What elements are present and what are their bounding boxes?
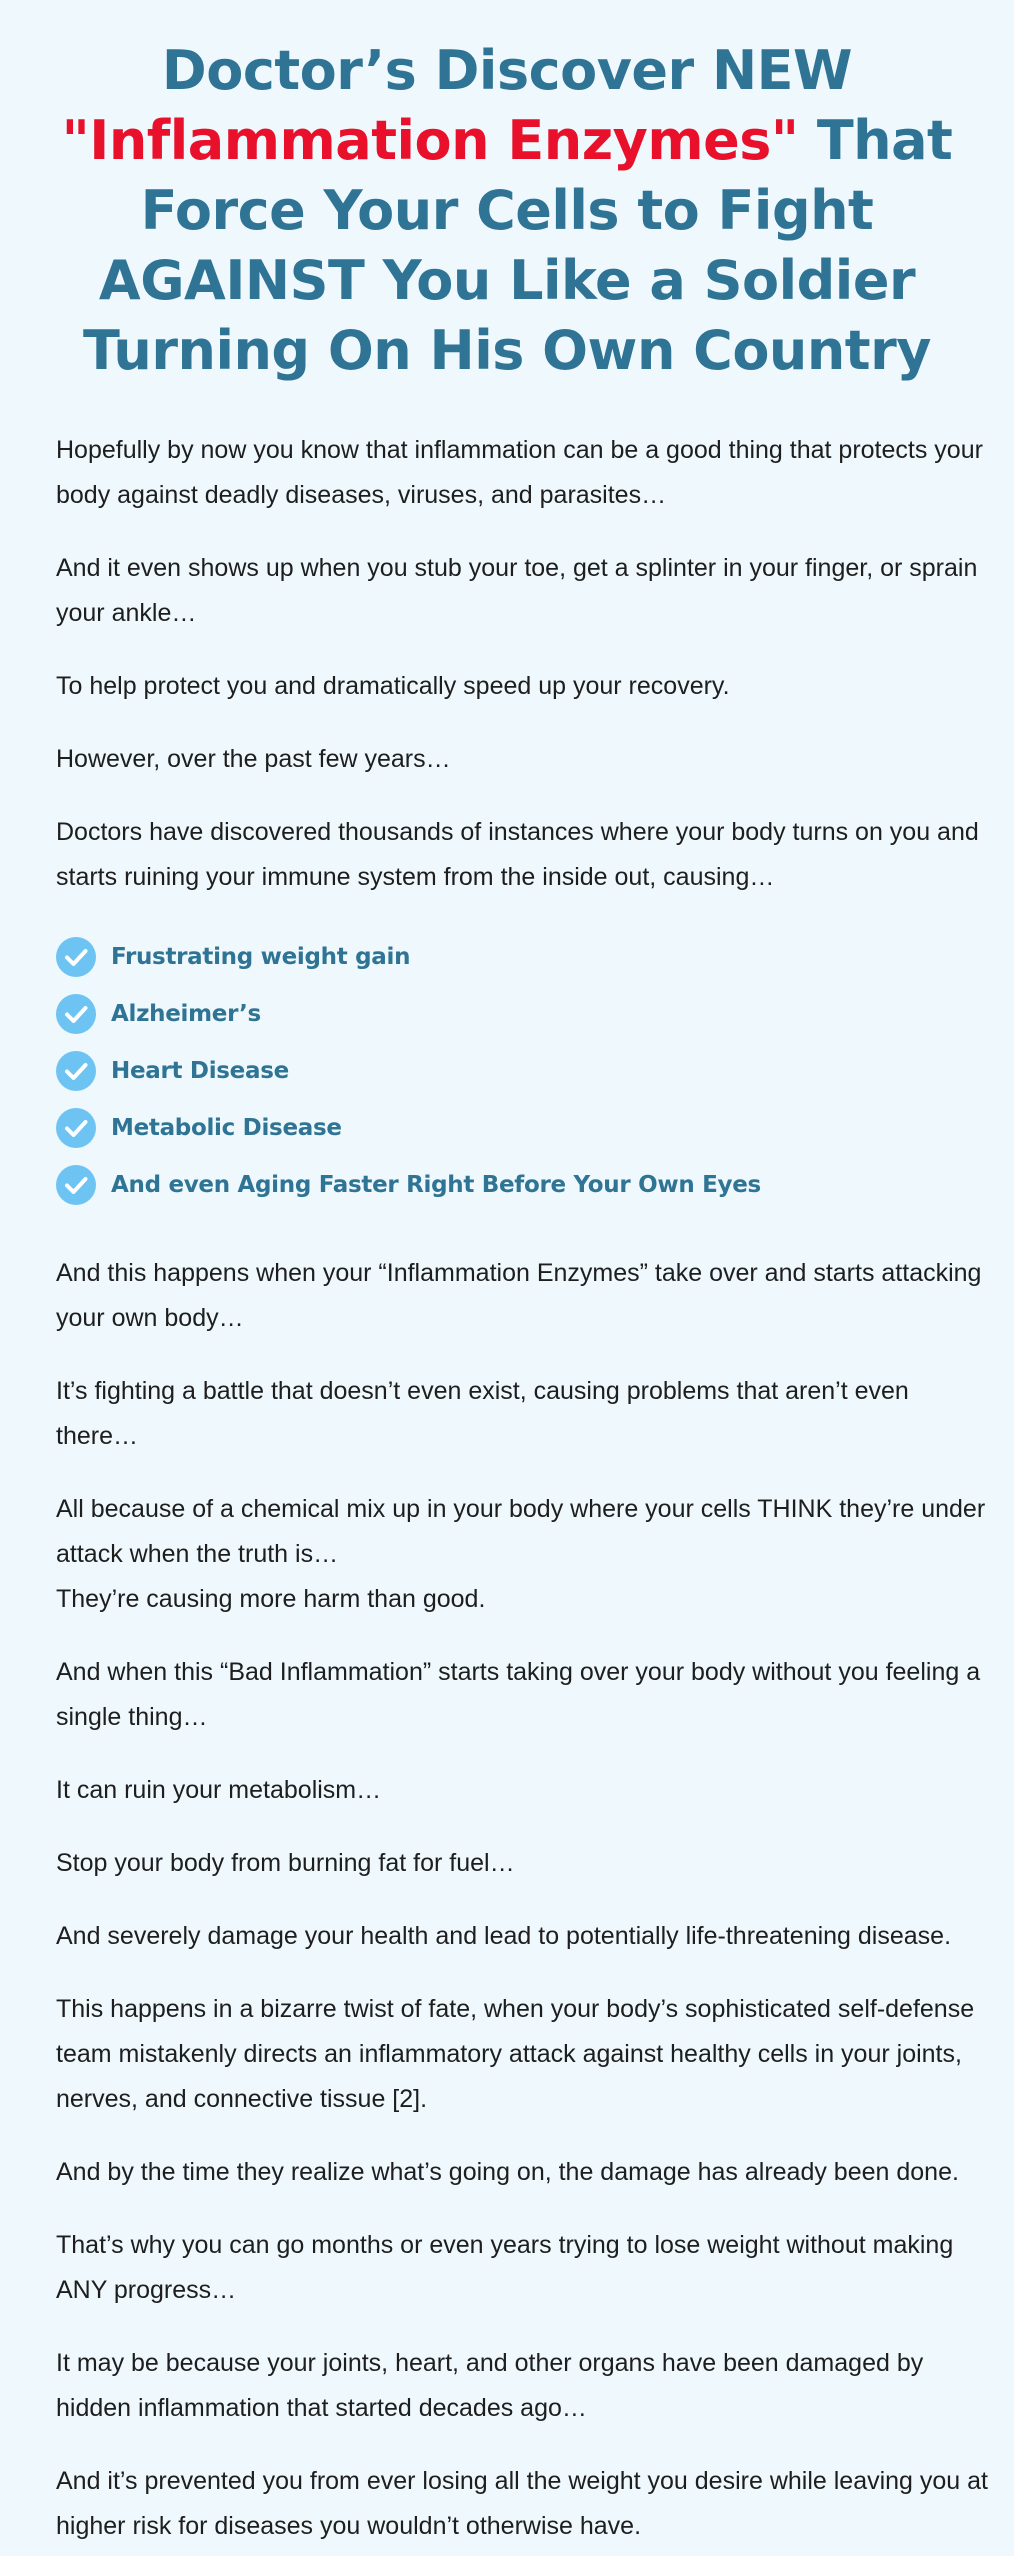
checklist-item (56, 928, 990, 985)
checklist-item-label: Heart Disease (111, 1057, 289, 1084)
body-paragraph-line: They’re causing more harm than good. (56, 1585, 486, 1613)
body-paragraph: It can ruin your metabolism… (56, 1776, 382, 1804)
checklist-item-label: Frustrating weight gain (111, 943, 411, 970)
body-paragraph: It may be because your joints, heart, and other organs have been damaged by hidden inflammation that started decades ago… (56, 2349, 924, 2422)
article-body (56, 428, 990, 2549)
headline-part-2: That Force Your Cells to Fight AGAINST You Like a Soldier Turning On His Own Country (83, 109, 953, 382)
body-paragraph: And it’s prevented you from ever losing all the weight you desire while leaving you at higher risk for diseases you wouldn’t otherwise have. (56, 2467, 989, 2540)
headline-highlight: "Inflammation Enzymes" (61, 109, 799, 172)
body-paragraph: And this happens when your “Inflammation Enzymes” take over and starts attacking your own body… (56, 1259, 982, 1332)
body-paragraph: And when this “Bad Inflammation” starts taking over your body without you feeling a single thing… (56, 1658, 981, 1731)
check-circle-icon (56, 937, 96, 977)
body-paragraph: That’s why you can go months or even years trying to lose weight without making ANY progress… (56, 2231, 954, 2304)
checklist-item (56, 985, 990, 1042)
checklist-item-label: Alzheimer’s (111, 1000, 261, 1027)
body-paragraph: And by the time they realize what’s going on, the damage has already been done. (56, 2158, 959, 2186)
checklist-item (56, 1156, 990, 1213)
symptom-checklist (56, 928, 990, 1213)
checklist-item-label: Metabolic Disease (111, 1114, 342, 1141)
body-paragraph: Stop your body from burning fat for fuel… (56, 1849, 515, 1877)
intro-paragraph: To help protect you and dramatically speed up your recovery. (56, 672, 730, 700)
intro-paragraph: And it even shows up when you stub your toe, get a splinter in your finger, or sprain your ankle… (56, 554, 978, 627)
intro-paragraph: Doctors have discovered thousands of instances where your body turns on you and starts ruining your immune system from the inside out, causing… (56, 818, 979, 891)
headline-part-1: Doctor’s Discover NEW (161, 39, 853, 102)
intro-paragraph: However, over the past few years… (56, 745, 451, 773)
check-circle-icon (56, 1108, 96, 1148)
check-circle-icon (56, 994, 96, 1034)
body-paragraph: And severely damage your health and lead to potentially life-threatening disease. (56, 1922, 952, 1950)
page-headline (56, 36, 990, 386)
checklist-item-label: And even Aging Faster Right Before Your Own Eyes (111, 1171, 761, 1198)
check-circle-icon (56, 1051, 96, 1091)
intro-paragraph: Hopefully by now you know that inflammation can be a good thing that protects your body against deadly diseases, viruses, and parasites… (56, 436, 983, 509)
check-circle-icon (56, 1165, 96, 1205)
body-paragraph: This happens in a bizarre twist of fate, when your body’s sophisticated self-defense team mistakenly directs an inflammatory attack against healthy cells in your joints, nerves, and connective tissue [2]. (56, 1995, 975, 2113)
body-paragraph-line: All because of a chemical mix up in your body where your cells THINK they’re under attack when the truth is… (56, 1495, 986, 1568)
checklist-item (56, 1099, 990, 1156)
checklist-item (56, 1042, 990, 1099)
body-paragraph (56, 1487, 990, 1622)
body-paragraph: It’s fighting a battle that doesn’t even exist, causing problems that aren’t even there… (56, 1377, 909, 1450)
